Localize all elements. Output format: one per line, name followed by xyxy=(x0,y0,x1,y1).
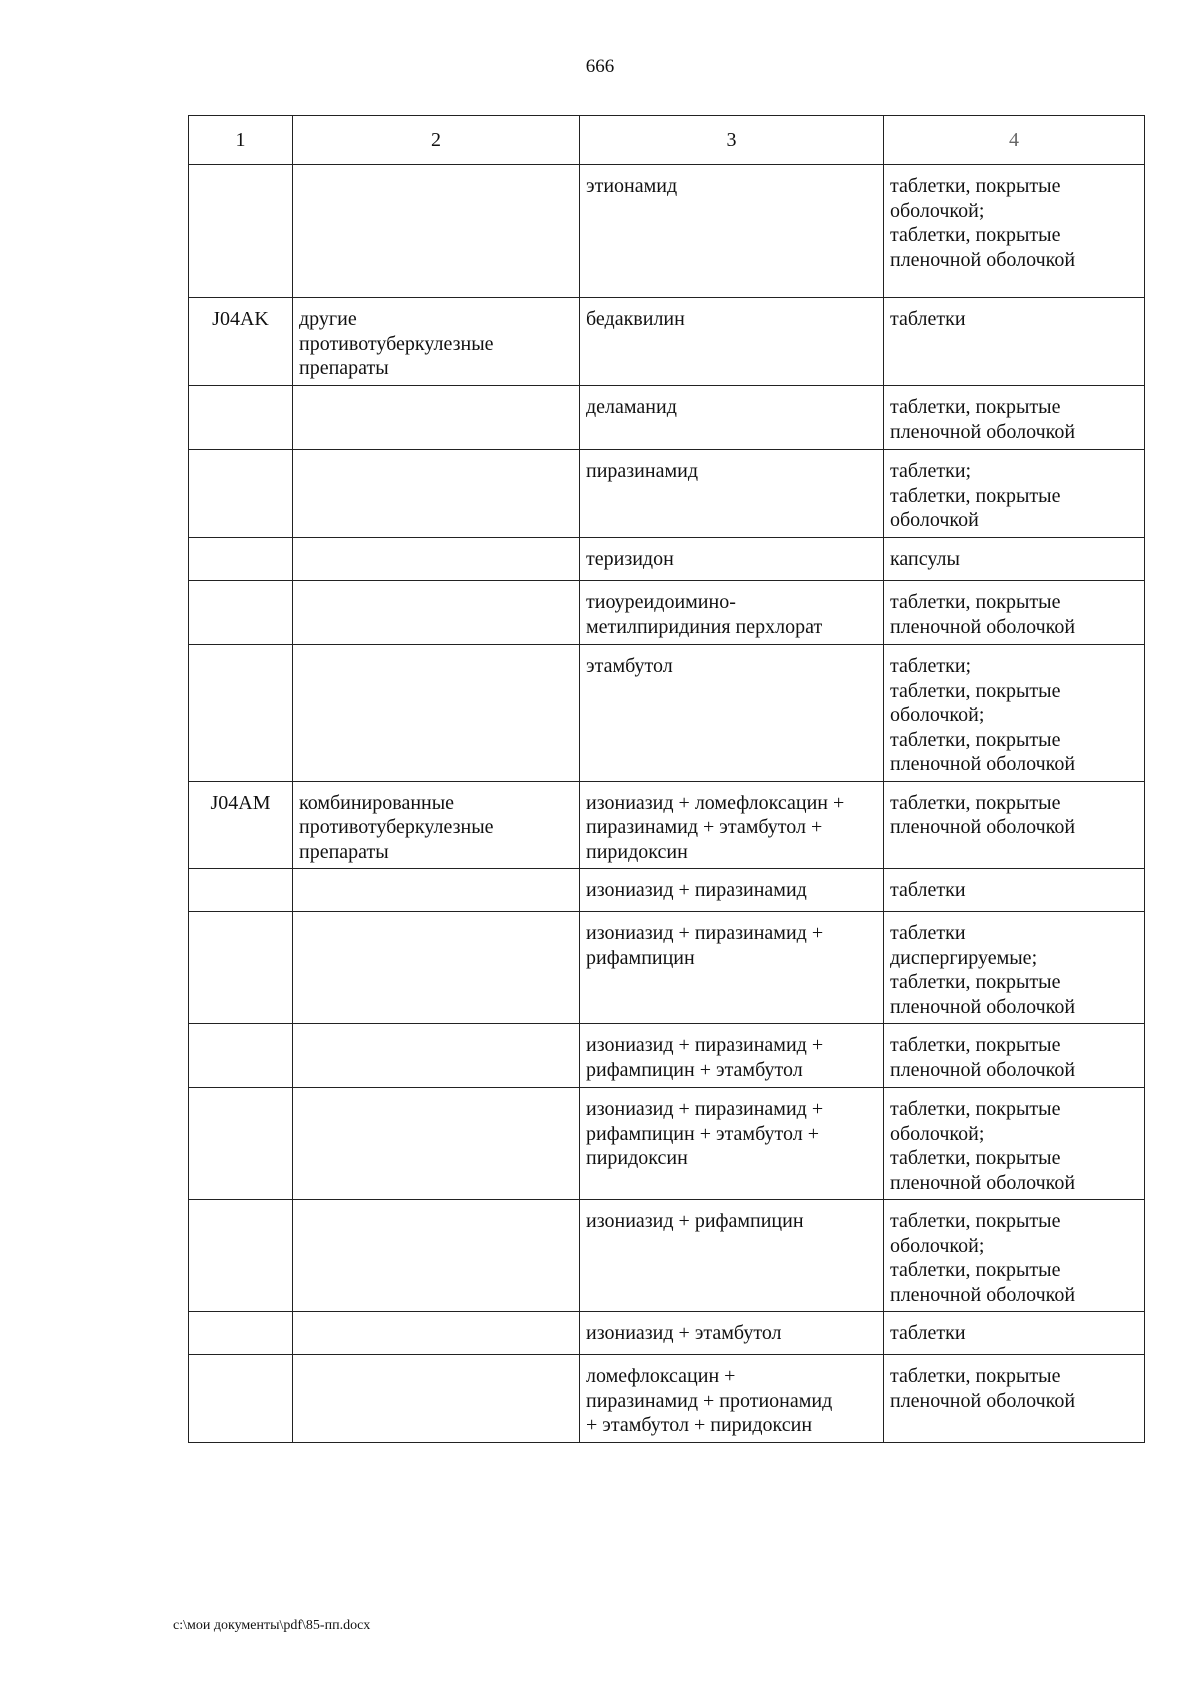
group-name-cell xyxy=(293,645,580,782)
dosage-form-line: таблетки xyxy=(890,922,966,944)
substance-line: теризидон xyxy=(586,548,674,570)
group-name-line: препараты xyxy=(299,840,389,863)
group-name-cell xyxy=(293,1024,580,1088)
substance-cell xyxy=(580,912,884,1024)
atc-code-cell xyxy=(189,1024,293,1088)
dosage-form-line: таблетки, покрытые xyxy=(890,1098,1061,1120)
atc-code-cell: J04AM xyxy=(189,781,293,869)
group-name-cell xyxy=(293,1312,580,1355)
dosage-form-cell xyxy=(884,165,1145,298)
dosage-form-line: таблетки, покрытые xyxy=(890,175,1061,197)
atc-code-cell xyxy=(189,912,293,1024)
substance-line: изониазид + этамбутол xyxy=(586,1322,782,1344)
substance-line: изониазид + пиразинамид + xyxy=(586,922,824,944)
dosage-form-line: таблетки xyxy=(890,1322,966,1344)
dosage-form-line: таблетки, покрытые xyxy=(890,728,1061,751)
substance-cell xyxy=(580,781,884,869)
atc-code-cell xyxy=(189,645,293,782)
substance-line: рифампицин + этамбутол + xyxy=(586,1122,819,1145)
dosage-form-line: оболочкой; xyxy=(890,1122,985,1145)
substance-line: изониазид + ломефлоксацин + xyxy=(586,791,845,814)
group-name-cell xyxy=(293,538,580,581)
substance-cell xyxy=(580,869,884,912)
atc-code-cell xyxy=(189,1312,293,1355)
substance-line: пиразинамид + протионамид xyxy=(586,1389,833,1412)
dosage-form-line: таблетки, покрытые xyxy=(890,679,1061,702)
group-name-cell xyxy=(293,386,580,450)
dosage-form-line: таблетки, покрытые xyxy=(890,791,1061,814)
table-row xyxy=(189,581,1145,645)
table-row xyxy=(189,538,1145,581)
dosage-form-line: пленочной оболочкой xyxy=(890,1058,1076,1081)
group-name-line: комбинированные xyxy=(299,791,455,814)
dosage-form-cell xyxy=(884,1312,1145,1355)
substance-cell xyxy=(580,1024,884,1088)
substance-line: пиразинамид + этамбутол + xyxy=(586,816,823,838)
table-row xyxy=(189,298,1145,386)
dosage-form-line: таблетки, покрытые xyxy=(890,484,1061,507)
atc-code-cell xyxy=(189,1088,293,1200)
column-header-3: 3 xyxy=(580,116,884,165)
drug-table xyxy=(188,115,1145,1443)
dosage-form-line: оболочкой; xyxy=(890,1234,985,1257)
dosage-form-line: таблетки, покрытые xyxy=(890,591,1061,613)
substance-line: изониазид + пиразинамид + xyxy=(586,1034,824,1056)
substance-cell xyxy=(580,165,884,298)
atc-code-cell xyxy=(189,869,293,912)
group-name-cell xyxy=(293,869,580,912)
substance-line: рифампицин xyxy=(586,946,695,969)
substance-line: тиоуреидоимино- xyxy=(586,591,736,613)
group-name-cell xyxy=(293,450,580,538)
group-name-cell xyxy=(293,165,580,298)
dosage-form-line: таблетки, покрытые xyxy=(890,1210,1061,1232)
atc-code-cell xyxy=(189,538,293,581)
column-header-1: 1 xyxy=(189,116,293,165)
table-row xyxy=(189,450,1145,538)
dosage-form-cell xyxy=(884,581,1145,645)
group-name-cell xyxy=(293,581,580,645)
atc-code-cell xyxy=(189,165,293,298)
group-name-line: препараты xyxy=(299,357,389,379)
dosage-form-line: таблетки, покрытые xyxy=(890,224,1061,246)
dosage-form-cell xyxy=(884,869,1145,912)
dosage-form-cell xyxy=(884,450,1145,538)
dosage-form-line: таблетки; xyxy=(890,655,972,677)
dosage-form-line: пленочной оболочкой xyxy=(890,995,1076,1018)
dosage-form-line: капсулы xyxy=(890,548,960,570)
table-row xyxy=(189,1200,1145,1312)
dosage-form-cell xyxy=(884,298,1145,386)
substance-line: этамбутол xyxy=(586,655,673,677)
dosage-form-line: таблетки, покрытые xyxy=(890,971,1061,993)
substance-cell xyxy=(580,581,884,645)
substance-cell xyxy=(580,450,884,538)
dosage-form-cell xyxy=(884,781,1145,869)
dosage-form-line: диспергируемые; xyxy=(890,946,1038,969)
dosage-form-cell xyxy=(884,386,1145,450)
dosage-form-line: таблетки xyxy=(890,879,966,901)
substance-cell xyxy=(580,1355,884,1443)
dosage-form-line: таблетки xyxy=(890,308,966,330)
dosage-form-line: таблетки, покрытые xyxy=(890,1259,1061,1281)
table-row xyxy=(189,781,1145,869)
substance-line: пиразинамид xyxy=(586,460,699,482)
group-name-cell xyxy=(293,1355,580,1443)
substance-line: ломефлоксацин + xyxy=(586,1365,736,1387)
atc-code-cell xyxy=(189,450,293,538)
dosage-form-line: пленочной оболочкой xyxy=(890,816,1076,838)
dosage-form-line: пленочной оболочкой xyxy=(890,1389,1076,1412)
substance-cell xyxy=(580,1088,884,1200)
table-row xyxy=(189,165,1145,298)
dosage-form-cell xyxy=(884,1088,1145,1200)
group-name-cell xyxy=(293,781,580,869)
substance-line: бедаквилин xyxy=(586,308,685,330)
substance-cell xyxy=(580,298,884,386)
substance-cell xyxy=(580,1312,884,1355)
dosage-form-cell xyxy=(884,645,1145,782)
substance-line: этионамид xyxy=(586,175,678,197)
dosage-form-line: таблетки, покрытые xyxy=(890,1147,1061,1169)
substance-line: пиридоксин xyxy=(586,1147,688,1169)
dosage-form-cell xyxy=(884,538,1145,581)
substance-cell xyxy=(580,386,884,450)
dosage-form-line: оболочкой; xyxy=(890,704,985,726)
group-name-cell xyxy=(293,298,580,386)
dosage-form-line: таблетки, покрытые xyxy=(890,1365,1061,1387)
atc-code-cell xyxy=(189,1355,293,1443)
table-row xyxy=(189,912,1145,1024)
atc-code-cell xyxy=(189,581,293,645)
dosage-form-line: пленочной оболочкой xyxy=(890,615,1076,638)
dosage-form-line: пленочной оболочкой xyxy=(890,248,1076,271)
substance-line: изониазид + пиразинамид + xyxy=(586,1098,824,1120)
atc-code-cell xyxy=(189,1200,293,1312)
dosage-form-cell xyxy=(884,1200,1145,1312)
table-row xyxy=(189,386,1145,450)
table-row xyxy=(189,1024,1145,1088)
group-name-line: другие xyxy=(299,308,357,330)
footer-file-path: c:\мои документы\pdf\85-пп.docx xyxy=(173,1618,371,1633)
table-row xyxy=(189,645,1145,782)
table-row xyxy=(189,869,1145,912)
substance-line: метилпиридиния перхлорат xyxy=(586,615,823,638)
dosage-form-line: таблетки, покрытые xyxy=(890,1034,1061,1056)
table-row xyxy=(189,1312,1145,1355)
substance-cell xyxy=(580,538,884,581)
table-row xyxy=(189,1088,1145,1200)
substance-line: пиридоксин xyxy=(586,840,688,863)
substance-line: рифампицин + этамбутол xyxy=(586,1058,803,1081)
dosage-form-cell xyxy=(884,912,1145,1024)
dosage-form-line: таблетки; xyxy=(890,460,972,482)
dosage-form-line: пленочной оболочкой xyxy=(890,420,1076,443)
group-name-line: противотуберкулезные xyxy=(299,332,494,355)
table-row xyxy=(189,1355,1145,1443)
group-name-line: противотуберкулезные xyxy=(299,816,494,838)
dosage-form-line: оболочкой xyxy=(890,509,979,531)
group-name-cell xyxy=(293,912,580,1024)
substance-line: изониазид + пиразинамид xyxy=(586,879,807,901)
column-header-4: 4 xyxy=(884,116,1145,165)
dosage-form-cell xyxy=(884,1355,1145,1443)
substance-cell xyxy=(580,1200,884,1312)
dosage-form-line: пленочной оболочкой xyxy=(890,753,1076,775)
substance-line: + этамбутол + пиридоксин xyxy=(586,1414,813,1436)
dosage-form-line: пленочной оболочкой xyxy=(890,1171,1076,1194)
substance-cell xyxy=(580,645,884,782)
column-header-2: 2 xyxy=(293,116,580,165)
dosage-form-line: оболочкой; xyxy=(890,199,985,222)
atc-code-cell: J04AK xyxy=(189,298,293,386)
dosage-form-line: пленочной оболочкой xyxy=(890,1283,1076,1306)
page-number: 666 xyxy=(585,56,615,77)
dosage-form-line: таблетки, покрытые xyxy=(890,396,1061,418)
group-name-cell xyxy=(293,1088,580,1200)
group-name-cell xyxy=(293,1200,580,1312)
substance-line: изониазид + рифампицин xyxy=(586,1210,804,1232)
substance-line: деламанид xyxy=(586,396,677,418)
table-header-row xyxy=(189,116,1145,165)
atc-code-cell xyxy=(189,386,293,450)
dosage-form-cell xyxy=(884,1024,1145,1088)
